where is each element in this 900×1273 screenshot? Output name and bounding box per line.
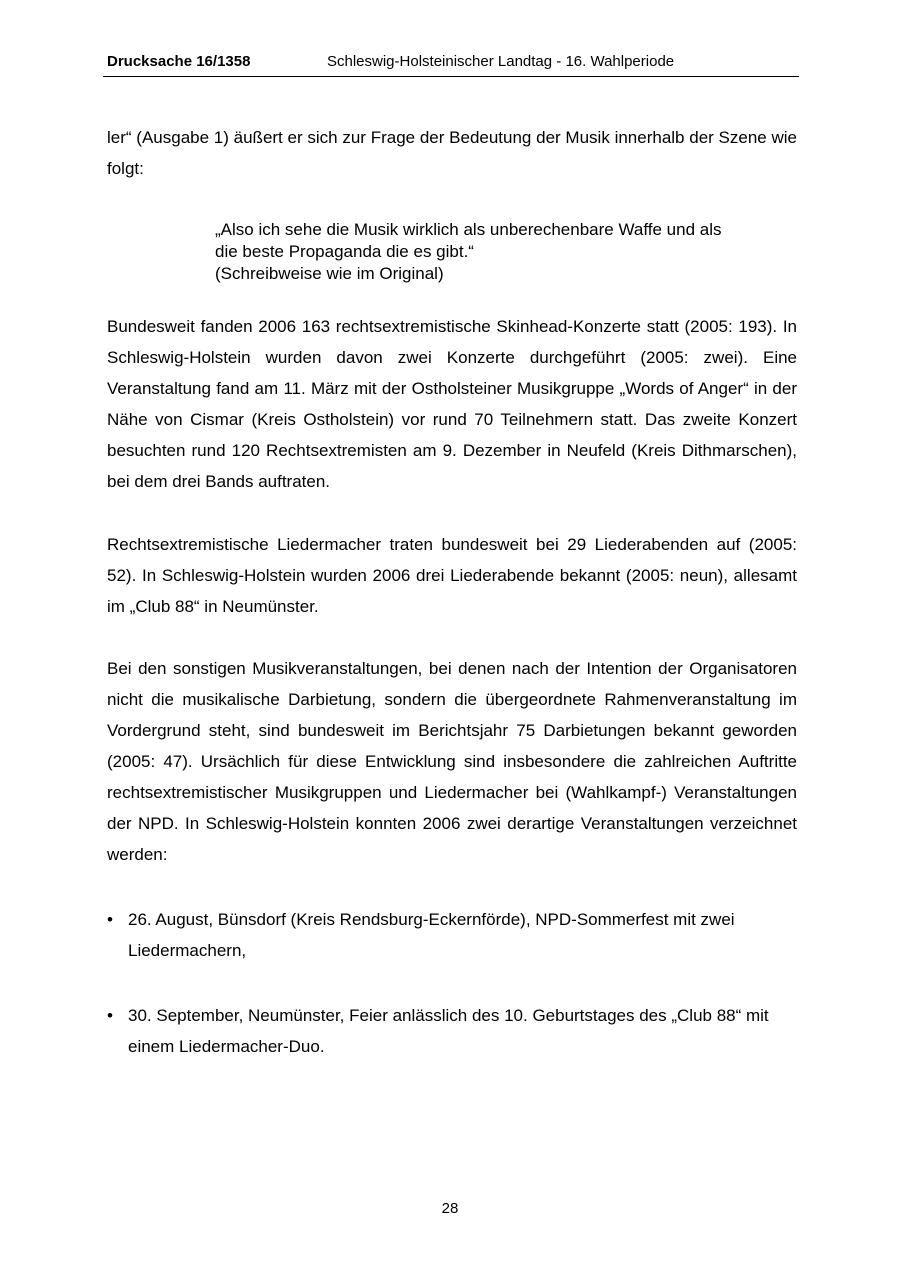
page-number: 28	[441, 1200, 459, 1217]
header-title: Schleswig-Holsteinischer Landtag - 16. Wahlperiode	[327, 53, 675, 70]
paragraph-skinhead-concerts: Bundesweit fanden 2006 163 rechtsextremistische Skinhead-Konzerte statt (2005: 193). In Schleswig-Holstein wurden davon zwei Konzerte durchgeführt (2005: zwei). Eine Veranstaltung fand am 11. März mit der Ostholsteiner Musikgruppe „Words of Anger“ in der Nähe von Cismar (Kreis Ostholstein) vor rund 70 Teilnehmern statt. Das zweite Konzert besuchten rund 120 Rechtsextremisten am 9. Dezember in Neufeld (Kreis Dithmarschen), bei dem drei Bands auftraten.	[107, 317, 797, 491]
paragraph-other-events: Bei den sonstigen Musikveranstaltungen, bei denen nach der Intention der Organisatoren nicht die musikalische Darbietung, sondern die übergeordnete Rahmenveranstaltung im Vordergrund steht, sind bundesweit im Berichtsjahr 75 Darbietungen bekannt geworden (2005: 47). Ursächlich für diese Entwicklung sind insbesondere die zahlreichen Auftritte rechtsextremistischer Musikgruppen und Liedermacher bei (Wahlkampf-) Veranstaltungen der NPD. In Schleswig-Holstein konnten 2006 zwei derartige Veranstaltungen verzeichnet werden:	[107, 659, 797, 864]
list-item	[107, 1000, 797, 1062]
document-number: Drucksache 16/1358	[107, 53, 251, 70]
paragraph-intro: ler“ (Ausgabe 1) äußert er sich zur Frage der Bedeutung der Musik innerhalb der Szene wie folgt:	[107, 128, 797, 178]
paragraph-liedermacher: Rechtsextremistische Liedermacher traten bundesweit bei 29 Liederabenden auf (2005: 52). In Schleswig-Holstein wurden 2006 drei Liederabende bekannt (2005: neun), allesamt im „Club 88“ in Neumünster.	[107, 535, 797, 616]
quote-line: die beste Propaganda die es gibt.“	[215, 242, 474, 261]
bullet-icon: •	[107, 910, 113, 929]
list-item-text: 26. August, Bünsdorf (Kreis Rendsburg-Eckernförde), NPD-Sommerfest mit zwei Liedermachern,	[128, 910, 735, 960]
quote-line: „Also ich sehe die Musik wirklich als unberechenbare Waffe und als	[215, 220, 722, 239]
bullet-icon: •	[107, 1006, 113, 1025]
list-item-text: 30. September, Neumünster, Feier anlässlich des 10. Geburtstages des „Club 88“ mit einem Liedermacher-Duo.	[128, 1006, 769, 1056]
header-divider	[103, 76, 799, 77]
list-item	[107, 904, 797, 966]
block-quote	[215, 219, 785, 285]
quote-note: (Schreibweise wie im Original)	[215, 264, 444, 283]
